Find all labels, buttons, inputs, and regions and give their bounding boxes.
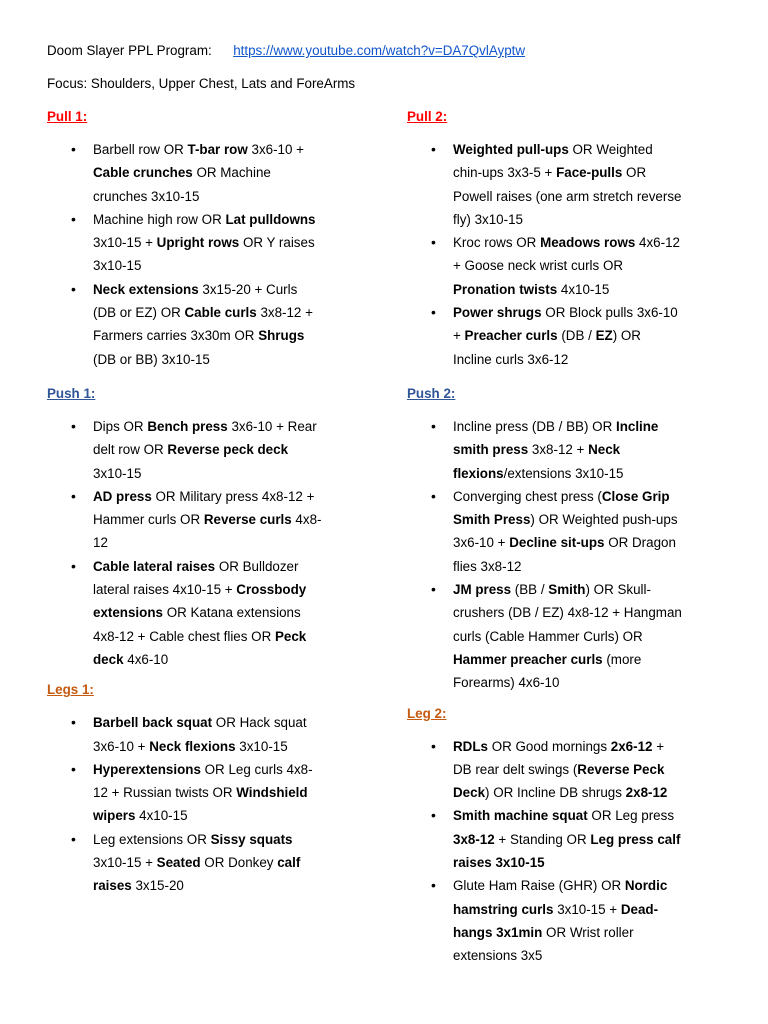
leg2-item-3 [407,874,682,967]
pull2-item-2 [407,231,682,301]
legs1-item-2 [47,758,322,828]
pull1-item-2-text: Machine high row OR [93,211,226,227]
pull2-item-3-text: EZ [595,328,613,344]
legs1-item-3-text: calf raises [93,855,301,894]
pull1-item-2-text: 3x10-15 + [93,235,157,251]
legs1-item-2-text: 4x10-15 [135,808,188,824]
pull2-item-1-text: Face-pulls [556,165,623,181]
youtube-link[interactable]: https://www.youtube.com/watch?v=DA7QvlAyptw [233,43,526,58]
push1-item-2 [47,485,322,555]
push2-item-2-text: Decline sit-ups [509,535,605,551]
push1-heading: Push 1: [47,385,96,401]
leg2-item-2-text: 3x8-12 [453,831,495,847]
push1-item-3-text: Peck deck [93,628,307,667]
legs1-item-3-text: Seated [156,855,201,871]
leg2-item-3-text: Nordic hamstring curls [453,878,668,917]
pull2-item-3-text: Power shrugs [453,305,542,321]
pull2-heading: Pull 2: [407,109,448,124]
push2-item-1-text: Neck flexions [453,442,621,481]
pull1-heading: Pull 1: [47,109,88,124]
legs1-item-3 [47,828,322,898]
leg2-item-3-text: 3x10-15 + [553,901,621,917]
leg2-item-1-text: OR Good mornings [487,738,611,754]
pull2-item-2-text: 4x6-12 + Goose neck wrist curls OR [453,235,680,274]
push2-item-2 [407,485,682,578]
leg2-item-1 [407,735,682,805]
pull1-item-1 [47,138,322,208]
pull1-item-1-text: Cable crunches [93,165,193,181]
leg2-item-3-text: Dead-hangs 3x1min [453,901,659,940]
pull2-item-3 [407,301,682,371]
pull2-list [407,138,682,371]
legs1-list [47,711,322,897]
pull1-item-1-text: 3x6-10 + [247,142,304,157]
push1-item-2-text: Reverse curls [203,512,292,528]
legs1-item-1 [47,711,322,758]
pull1-item-2-text: Upright rows [156,235,240,251]
pull2-item-1-text: Weighted pull-ups [453,142,569,157]
pull1-item-3-text: Neck extensions [93,281,199,297]
left-column [47,108,322,898]
legs1-item-3-text: 3x10-15 + [93,855,157,871]
pull1-item-3 [47,278,322,371]
leg2-item-1-text: Reverse Peck Deck [453,761,665,801]
push2-item-3-text: Hammer preacher curls [453,651,603,667]
leg2-item-1-text: 2x6-12 [610,738,653,754]
push2-item-1 [407,415,682,485]
push2-item-3-text: (BB / [511,582,549,598]
pull2-item-3-text: Preacher curls [464,328,558,344]
legs1-item-2-text: OR Leg curls 4x8-12 + Russian twists OR [93,761,313,801]
push2-item-3-text: ) OR Skull-crushers (DB / EZ) 4x8-12 + Hangman curls (Cable Hammer Curls) OR [453,582,682,644]
push1-item-3-text: Cable lateral raises [93,558,216,574]
leg2-item-2 [407,804,682,874]
pull1-list [47,138,322,371]
legs1-item-3-text: Leg extensions OR [93,831,211,847]
push2-item-1-text: Incline smith press [453,418,659,458]
push2-item-1-text: 3x8-12 + [528,442,589,458]
leg2-item-2-text: Leg press calf raises 3x10-15 [453,831,681,871]
legs1-item-1-text: OR Hack squat 3x6-10 + [93,715,307,754]
leg2-item-1-text: ) OR Incline DB shrugs [485,785,626,801]
leg2-item-2-text: + Standing OR [494,831,591,847]
push1-item-1-text: Reverse peck deck [167,442,289,458]
push2-item-2-text: ) OR Weighted push-ups 3x6-10 + [453,512,678,551]
leg2-item-2-text: Smith machine squat [453,808,588,824]
leg2-item-2-text: OR Leg press [587,808,675,824]
legs1-item-2-text: Hyperextensions [93,761,201,777]
push1-item-2-text: OR Military press 4x8-12 + Hammer curls OR [93,488,315,528]
push1-item-1 [47,415,322,485]
pull1-item-3-text: 3x8-12 + Farmers carries 3x30m OR [93,305,313,344]
focus-line: Focus: Shoulders, Upper Chest, Lats and ForeArms [47,76,356,91]
legs1-item-3-text: 3x15-20 [131,878,184,894]
pull2-item-1-text: OR Powell raises (one arm stretch reverse fly) 3x10-15 [453,165,682,227]
pull1-item-1-text: Barbell row OR [93,142,188,157]
pull2-item-2-text: 4x10-15 [557,281,610,297]
push2-item-2-text: OR Dragon flies 3x8-12 [453,535,676,574]
pull2-item-1 [407,138,682,231]
push1-item-1-text: Dips OR [93,418,148,434]
legs1-item-3-text: Sissy squats [210,831,293,847]
legs1-item-3-text: OR Donkey [200,855,278,871]
pull1-item-1-text: T-bar row [187,142,248,157]
pull2-item-3-text: ) OR Incline curls 3x6-12 [453,328,641,367]
leg2-item-3-text: OR Wrist roller extensions 3x5 [453,924,634,964]
leg2-heading: Leg 2: [407,705,447,721]
leg2-item-1-text: 2x8-12 [625,785,668,801]
push1-item-1-text: 3x6-10 + Rear delt row OR [93,418,317,458]
push1-item-1-text: 3x10-15 [93,465,142,481]
legs1-heading: Legs 1: [47,682,94,698]
leg2-item-1-text: + DB rear delt swings ( [453,738,665,777]
push1-item-2-text: AD press [93,488,152,504]
pull1-item-3-text: 3x15-20 + Curls (DB or EZ) OR [93,281,298,321]
push2-item-3-text: Smith [548,582,586,598]
push2-item-1-text: Incline press (DB / BB) OR [453,418,616,434]
push1-item-3-text: 4x6-10 [123,651,169,667]
leg2-list [407,735,682,968]
pull1-item-3-text: (DB or BB) 3x10-15 [93,351,210,367]
push2-list [407,415,682,695]
push2-item-3-text: JM press [453,582,512,598]
push1-item-3-text: OR Katana extensions 4x8-12 + Cable chest flies OR [93,605,301,644]
leg2-item-3-text: Glute Ham Raise (GHR) OR [453,878,625,894]
pull2-item-3-text: (DB / [557,328,596,344]
pull1-item-2-text: Lat pulldowns [225,211,316,227]
push2-item-2-text: Converging chest press ( [453,488,602,504]
push2-item-2-text: Close Grip Smith Press [453,488,670,528]
pull1-item-3-text: Cable curls [184,305,257,321]
push2-item-1-text: /extensions 3x10-15 [503,465,624,481]
push1-item-3 [47,555,322,671]
program-title-line [47,42,525,60]
push1-item-1-text: Bench press [147,418,228,434]
push1-item-2-text: 4x8-12 [93,512,322,551]
pull2-item-3-text: OR Block pulls 3x6-10 + [453,305,678,344]
pull1-item-1-text: OR Machine crunches 3x10-15 [93,165,271,204]
legs1-item-1-text: Neck flexions [149,738,236,754]
push1-item-3-text: Crossbody extensions [93,582,307,621]
right-column [407,108,682,968]
pull1-item-2-text: OR Y raises 3x10-15 [93,235,315,274]
pull2-item-2-text: Pronation twists [453,281,558,297]
pull2-item-1-text: OR Weighted chin-ups 3x3-5 + [453,142,653,181]
push2-item-3 [407,578,682,694]
pull2-item-2-text: Meadows rows [540,235,636,251]
push1-list [47,415,322,671]
pull1-item-3-text: Shrugs [258,328,305,344]
push2-heading: Push 2: [407,385,456,401]
legs1-item-1-text: Barbell back squat [93,715,213,731]
push1-item-3-text: OR Bulldozer lateral raises 4x10-15 + [93,558,299,598]
pull2-item-2-text: Kroc rows OR [453,235,541,251]
push2-item-3-text: (more Forearms) 4x6-10 [453,651,642,691]
legs1-item-2-text: Windshield wipers [93,785,308,824]
pull1-item-2 [47,208,322,278]
leg2-item-1-text: RDLs [453,738,488,754]
program-label: Doom Slayer PPL Program: [47,43,212,58]
legs1-item-1-text: 3x10-15 [235,738,288,754]
